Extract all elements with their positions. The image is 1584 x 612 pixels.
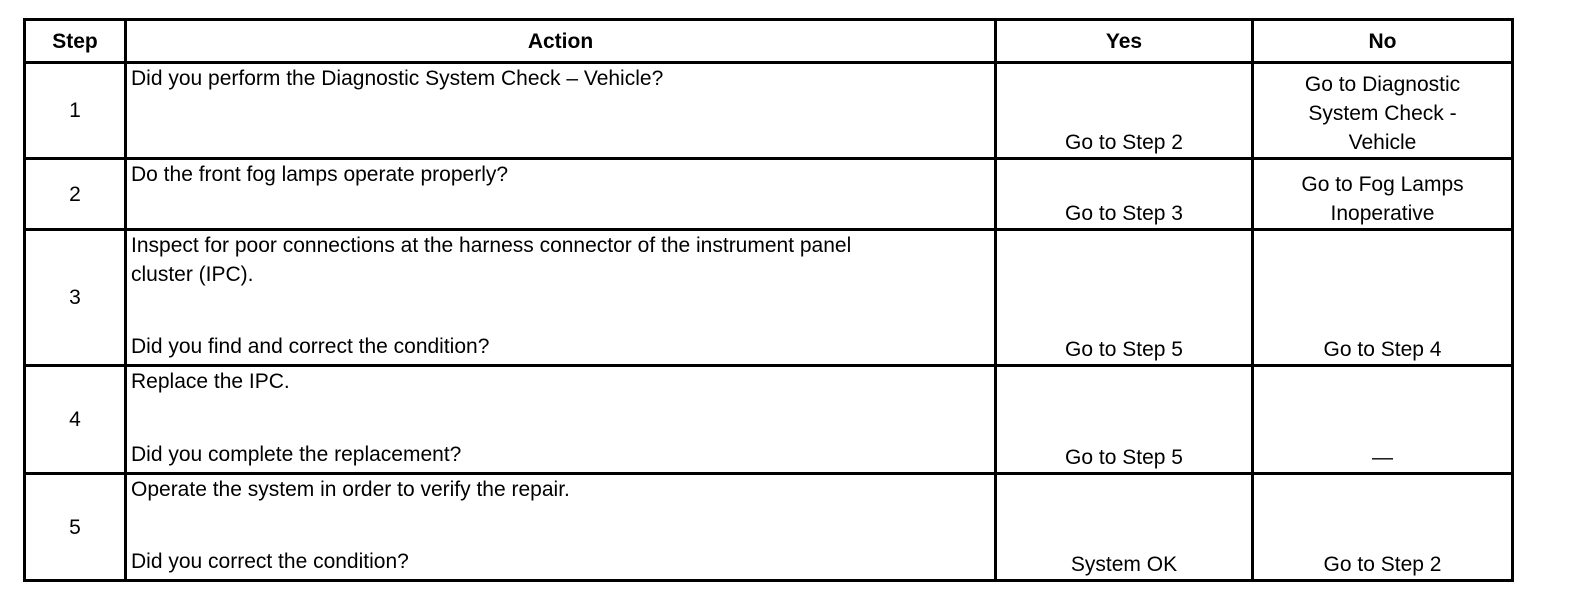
- yes-cell: Go to Step 2: [996, 63, 1253, 159]
- action-question: Did you find and correct the condition?: [131, 335, 490, 358]
- table-row: [25, 63, 1513, 159]
- action-line: Replace the IPC.: [131, 370, 290, 393]
- table-row: [25, 230, 1513, 366]
- header-step: Step: [25, 20, 126, 63]
- action-line: Operate the system in order to verify the repair.: [131, 478, 570, 501]
- no-cell: [1253, 366, 1513, 474]
- yes-cell: Go to Step 5: [996, 366, 1253, 474]
- no-line: System Check -: [1308, 102, 1457, 125]
- action-cell: [126, 63, 996, 159]
- step-number: 1: [25, 63, 126, 159]
- action-line: Did you perform the Diagnostic System Check – Vehicle?: [131, 67, 664, 90]
- header-no: No: [1253, 20, 1513, 63]
- action-cell: [126, 366, 996, 474]
- no-cell: [1253, 474, 1513, 581]
- step-number: 4: [25, 366, 126, 474]
- no-cell: [1253, 159, 1513, 230]
- diagnostic-table: [23, 18, 1514, 582]
- step-number: 2: [25, 159, 126, 230]
- action-question: Did you complete the replacement?: [131, 443, 462, 466]
- action-cell: [126, 159, 996, 230]
- action-line: cluster (IPC).: [131, 263, 254, 286]
- no-cell: [1253, 63, 1513, 159]
- table-row: [25, 159, 1513, 230]
- action-line: Do the front fog lamps operate properly?: [131, 163, 509, 186]
- no-line: Go to Step 4: [1323, 338, 1442, 361]
- action-cell: [126, 474, 996, 581]
- header-row: [25, 20, 1513, 63]
- no-line: Go to Step 2: [1323, 553, 1442, 576]
- action-question: Did you correct the condition?: [131, 550, 409, 573]
- table-row: [25, 474, 1513, 581]
- header-action: Action: [126, 20, 996, 63]
- header-yes: Yes: [996, 20, 1253, 63]
- action-cell: [126, 230, 996, 366]
- yes-cell: Go to Step 3: [996, 159, 1253, 230]
- no-line: Go to Diagnostic: [1304, 73, 1461, 96]
- table-row: [25, 366, 1513, 474]
- no-line: —: [1372, 446, 1393, 469]
- step-number: 5: [25, 474, 126, 581]
- yes-cell: System OK: [996, 474, 1253, 581]
- no-line: Vehicle: [1348, 131, 1417, 154]
- no-line: Inoperative: [1330, 202, 1435, 225]
- action-line: Inspect for poor connections at the harness connector of the instrument panel: [131, 234, 852, 257]
- step-number: 3: [25, 230, 126, 366]
- no-cell: [1253, 230, 1513, 366]
- no-line: Go to Fog Lamps: [1301, 173, 1464, 196]
- yes-cell: Go to Step 5: [996, 230, 1253, 366]
